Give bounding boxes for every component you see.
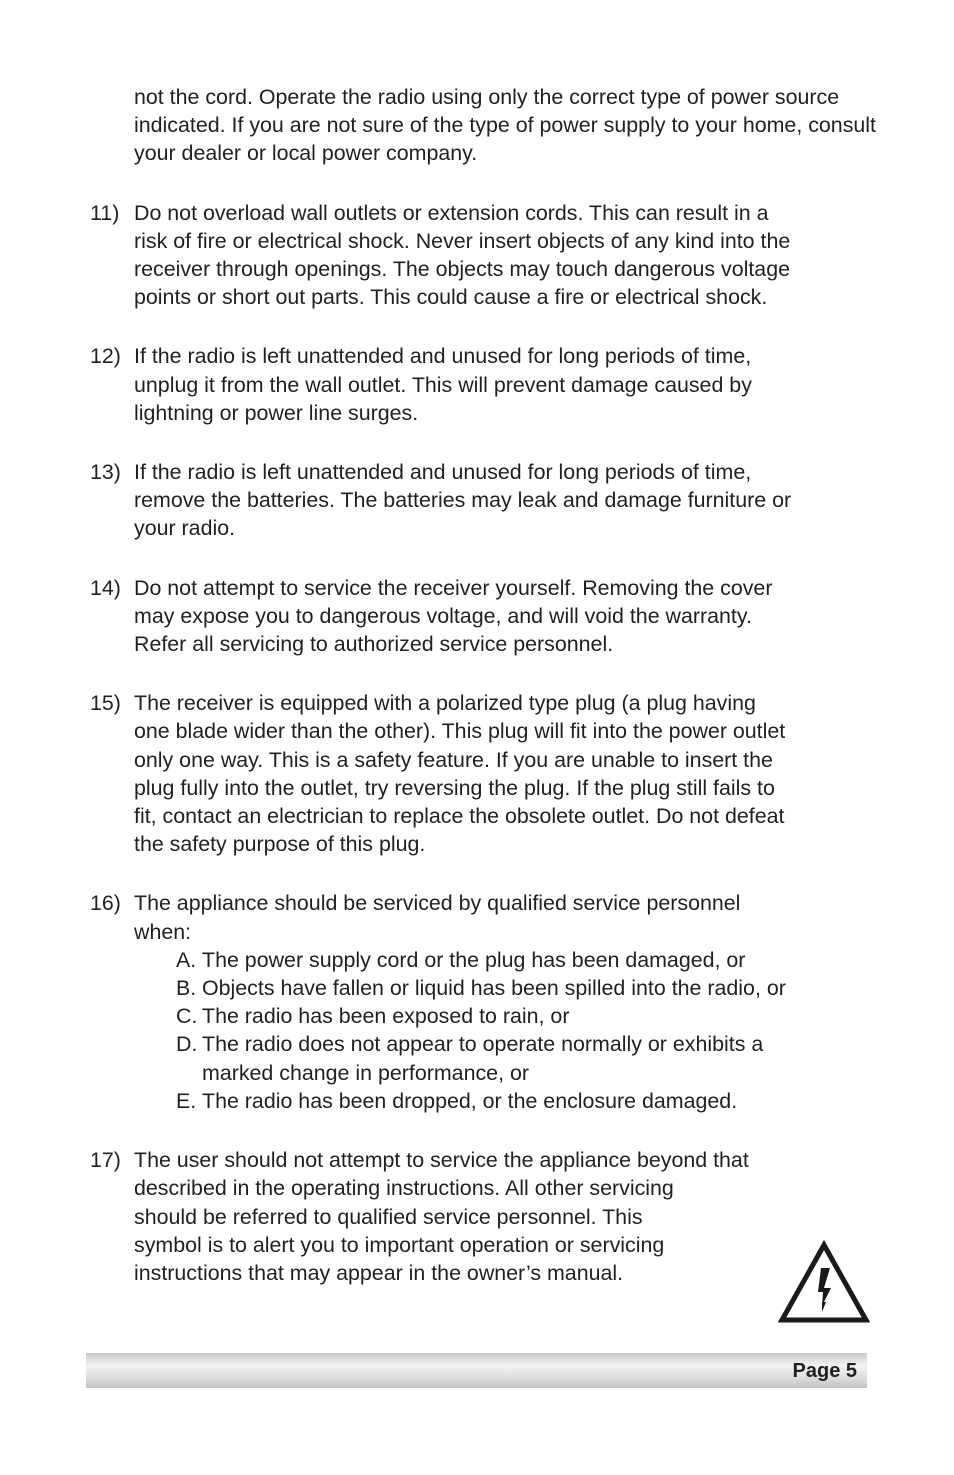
sub-item-letter: B. <box>176 976 197 1001</box>
text-line: The radio does not appear to operate normally or exhibits a <box>202 1032 764 1057</box>
text-line: not the cord. Operate the radio using only the correct type of power <box>134 85 769 109</box>
instruction-item-12 <box>88 342 878 427</box>
sub-list <box>134 946 878 1115</box>
text-line: the safety purpose of this plug. <box>134 832 426 857</box>
text-line: The radio has been dropped, or the enclosure damaged. <box>202 1088 738 1113</box>
item-number: 13) <box>90 460 121 485</box>
text-line: may expose you to dangerous voltage, and will void the warranty. <box>134 603 752 628</box>
sub-item-d <box>176 1030 878 1086</box>
sub-item-letter: C. <box>176 1004 198 1029</box>
instruction-item-11 <box>88 199 878 312</box>
item-number: 17) <box>90 1148 121 1173</box>
text-line: only one way. This is a safety feature. If you are unable to insert the <box>134 747 773 772</box>
safety-instructions <box>88 83 878 1318</box>
text-line: source indicated. If you are not sure of the type of power supply to <box>134 85 840 138</box>
text-line: points or short out parts. This could cause a fire or electrical shock. <box>134 285 768 310</box>
electric-shock-warning-icon <box>778 1240 870 1324</box>
continued-paragraph <box>88 83 878 168</box>
text-line: described in the operating instructions. All other servicing <box>134 1176 674 1201</box>
text-line: fit, contact an electrician to replace the obsolete outlet. Do not defeat <box>134 804 785 829</box>
text-line: The user should not attempt to service the appliance beyond that <box>134 1148 749 1173</box>
text-line: The radio has been exposed to rain, or <box>202 1004 570 1029</box>
text-line: instructions that may appear in the owner’s manual. <box>134 1260 624 1285</box>
item-number: 14) <box>90 575 121 600</box>
item-number: 12) <box>90 344 121 369</box>
text-line: If the radio is left unattended and unused for long periods of time, <box>134 344 752 369</box>
text-line: lightning or power line surges. <box>134 400 419 425</box>
text-line: your home, consult your dealer or local power company. <box>134 113 876 166</box>
sub-item-letter: D. <box>176 1032 198 1057</box>
instruction-item-17 <box>88 1146 878 1287</box>
text-line: should be referred to qualified service personnel. This <box>134 1204 643 1229</box>
sub-item-c <box>176 1002 878 1030</box>
sub-item-letter: E. <box>176 1088 197 1113</box>
instruction-item-13 <box>88 458 878 543</box>
text-line: If the radio is left unattended and unused for long periods of time, <box>134 460 752 485</box>
item-number: 16) <box>90 891 121 916</box>
text-line: receiver through openings. The objects may touch dangerous voltage <box>134 257 790 282</box>
text-line: Do not overload wall outlets or extension cords. This can result in a <box>134 200 769 225</box>
item-number: 15) <box>90 691 121 716</box>
text-line: when: <box>134 919 192 944</box>
text-line: Objects have fallen or liquid has been spilled into the radio, or <box>202 976 786 1001</box>
sub-item-b <box>176 974 878 1002</box>
text-line: Do not attempt to service the receiver yourself. Removing the cover <box>134 575 773 600</box>
text-line: unplug it from the wall outlet. This will prevent damage caused by <box>134 372 752 397</box>
text-line: remove the batteries. The batteries may leak and damage furniture or <box>134 488 792 513</box>
text-line: The power supply cord or the plug has been damaged, or <box>202 947 746 972</box>
sub-item-letter: A. <box>176 947 197 972</box>
text-line: The appliance should be serviced by qualified service personnel <box>134 891 741 916</box>
text-line: plug fully into the outlet, try reversing the plug. If the plug still fails to <box>134 775 775 800</box>
text-line: marked change in performance, or <box>202 1060 529 1085</box>
footer-bar <box>86 1353 867 1388</box>
instruction-item-16 <box>88 889 878 1115</box>
text-line: risk of fire or electrical shock. Never insert objects of any kind into the <box>134 228 791 253</box>
sub-item-e <box>176 1087 878 1115</box>
instruction-item-15 <box>88 689 878 858</box>
text-line: The receiver is equipped with a polarized type plug (a plug having <box>134 691 756 716</box>
sub-item-a <box>176 946 878 974</box>
text-line: your radio. <box>134 516 236 541</box>
text-line: one blade wider than the other). This plug will fit into the power outlet <box>134 719 786 744</box>
page-number: Page 5 <box>792 1360 857 1382</box>
text-line: Refer all servicing to authorized service personnel. <box>134 632 614 657</box>
item-number: 11) <box>90 200 120 225</box>
instruction-item-14 <box>88 574 878 659</box>
text-line: symbol is to alert you to important operation or servicing <box>134 1232 665 1257</box>
